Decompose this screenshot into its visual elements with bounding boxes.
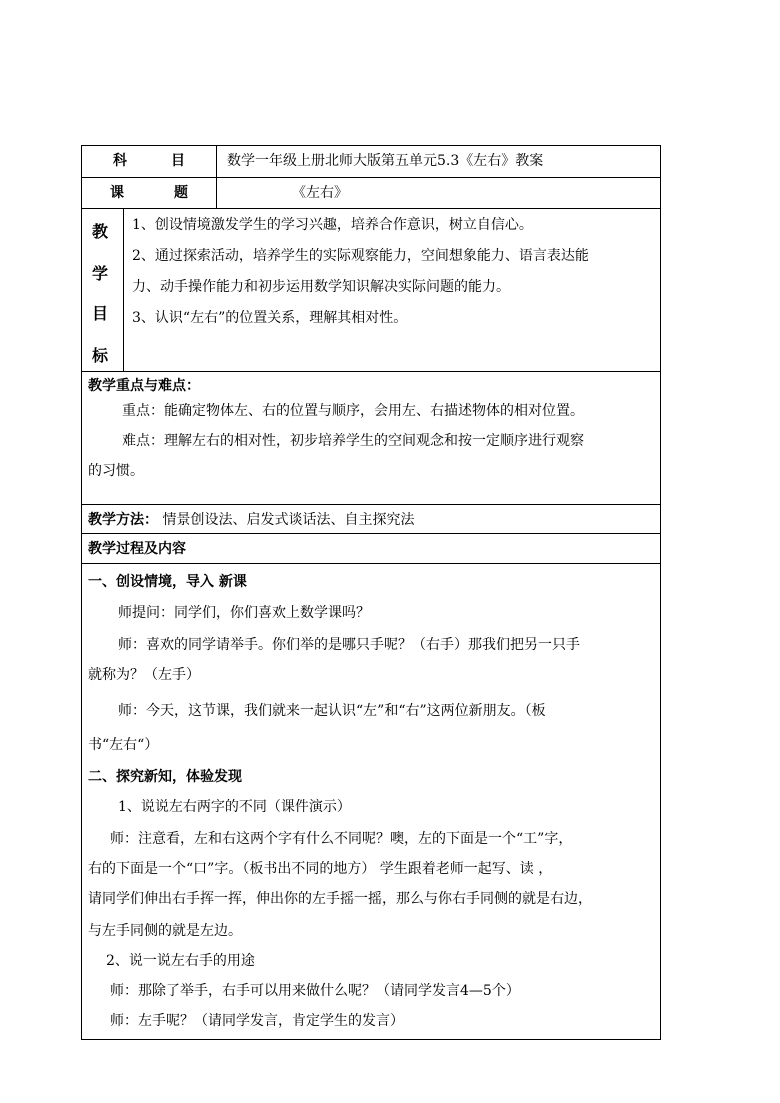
topic-label-cell [82, 178, 217, 208]
process-content-row [81, 563, 661, 1040]
section-2-line-4: 请同学们伸出右手挥一挥，伸出你的左手摇一摇，那么与你右手同侧的就是右边， [88, 891, 592, 907]
process-heading-row [81, 533, 661, 563]
subject-row [81, 145, 661, 177]
section-1-line-3: 就称为？（左手） [88, 667, 200, 683]
objectives-label-char-3: 目 [92, 304, 109, 323]
subject-label-char-2: 目 [171, 153, 185, 169]
section-2-line-7: 师：那除了举手，右手可以用来做什么呢？（请同学发言4—5个） [110, 983, 520, 999]
method-value: 情景创设法、启发式谈话法、自主探究法 [158, 512, 415, 528]
section-2-title: 二、探究新知，体验发现 [88, 769, 242, 785]
section-1-line-4: 师：今天，这节课，我们就来一起认识“左”和“右”这两位新朋友。（板 [118, 703, 546, 719]
objective-line-2: 2、通过探索活动，培养学生的实际观察能力，空间想象能力、语言表达能 [132, 248, 589, 264]
section-2-line-2: 师：注意看，左和右这两个字有什么不同呢？噢，左的下面是一个“工”字， [110, 831, 573, 847]
section-2-line-5: 与左手同侧的就是左边。 [88, 923, 242, 939]
key-point-line-1: 重点：能确定物体左、右的位置与顺序，会用左、右描述物体的相对位置。 [122, 403, 584, 419]
objectives-label-char-2: 学 [92, 264, 109, 283]
topic-label-char-1: 课 [110, 185, 124, 201]
topic-row [81, 177, 661, 208]
subject-label-cell [82, 146, 217, 177]
objectives-label-char-4: 标 [92, 346, 109, 365]
section-1-line-5: 书“左右“） [88, 737, 159, 753]
key-points-heading: 教学重点与难点： [88, 378, 200, 394]
objective-line-1: 1、创设情境激发学生的学习兴趣，培养合作意识，树立自信心。 [132, 217, 533, 233]
key-point-line-3: 的习惯。 [88, 463, 144, 479]
subject-value: 数学一年级上册北师大版第五单元5.3《左右》教案 [227, 153, 544, 169]
key-point-line-2: 难点：理解左右的相对性，初步培养学生的空间观念和按一定顺序进行观察 [122, 433, 584, 449]
topic-label-char-2: 题 [174, 185, 188, 201]
objective-line-3: 力、动手操作能力和初步运用数学知识解决实际问题的能力。 [132, 279, 510, 295]
subject-label-char-1: 科 [113, 153, 127, 169]
section-1-line-2: 师：喜欢的同学请举手。你们举的是哪只手呢？（右手）那我们把另一只手 [118, 637, 580, 653]
section-2-line-1: 1、说说左右两字的不同（课件演示） [118, 799, 351, 815]
section-2-line-8: 师：左手呢？（请同学发言，肯定学生的发言） [110, 1013, 404, 1029]
objectives-row [81, 208, 661, 371]
objectives-label-char-1: 教 [92, 222, 109, 241]
section-2-line-3: 右的下面是一个“口”字。（板书出不同的地方） 学生跟着老师一起写、读 ， [88, 861, 553, 877]
section-1-line-1: 师提问：同学们，你们喜欢上数学课吗？ [118, 605, 370, 621]
topic-value: 《左右》 [292, 185, 348, 201]
objective-line-4: 3、认识“左右”的位置关系，理解其相对性。 [132, 310, 408, 326]
section-2-line-6: 2、说一说左右手的用途 [106, 953, 255, 969]
key-points-row [81, 371, 661, 504]
process-heading: 教学过程及内容 [88, 541, 186, 557]
section-1-title: 一、创设情境，导入 新课 [88, 574, 247, 590]
objectives-label-cell [82, 209, 124, 371]
method-row [81, 504, 661, 533]
method-heading: 教学方法： [88, 512, 158, 528]
